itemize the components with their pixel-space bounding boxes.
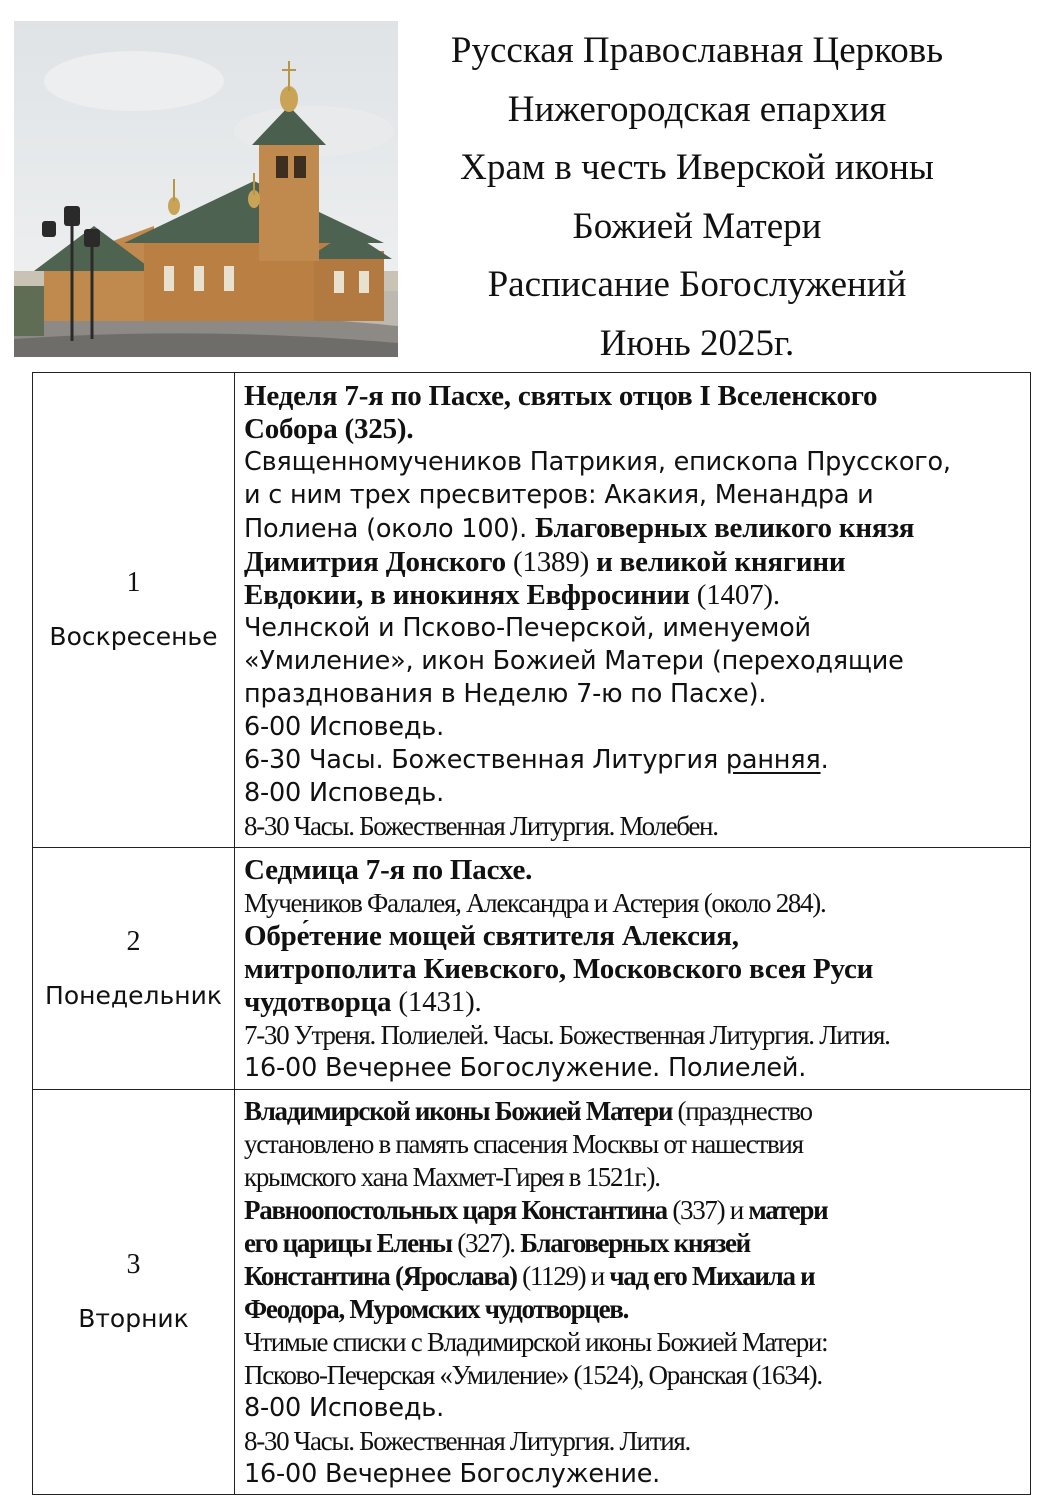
feast-title: Седмица 7-я по Пасхе.	[244, 854, 533, 886]
desc-line	[244, 546, 1024, 579]
desc-line	[244, 986, 1024, 1019]
day-number: 3	[126, 1249, 141, 1280]
text-run: (337) и	[666, 1195, 749, 1225]
desc-line: «Умиление», икон Божией Матери (переходящие	[244, 645, 904, 676]
service-description	[235, 848, 1031, 1090]
underlined-word: ранняя	[725, 744, 821, 775]
desc-line: и с ним трех пресвитеров: Акакия, Менандра и	[244, 479, 874, 510]
day-weekday: Воскресенье	[49, 622, 218, 651]
desc-line	[244, 854, 1024, 887]
desc-line: Чтимые списки с Владимирской иконы Божией Матери:	[244, 1327, 828, 1357]
saint-name: Константина (Ярослава)	[244, 1261, 517, 1291]
page-header	[0, 0, 1061, 370]
desc-line: Мучеников Фалалея, Александра и Астерия (около 284).	[244, 888, 826, 918]
service-time: 16-00 Вечернее Богослужение. Полиелей.	[244, 1053, 807, 1083]
text-run: Полиена (около 100).	[244, 513, 535, 544]
desc-line: Челнской и Псково-Печерской, именуемой	[244, 612, 811, 643]
service-time: 6-00 Исповедь.	[244, 711, 445, 742]
service-time: 8-30 Часы. Божественная Литургия. Лития.	[244, 1426, 690, 1456]
desc-line	[244, 579, 1024, 612]
title-block	[402, 22, 992, 373]
day-weekday: Понедельник	[45, 980, 222, 1010]
text-run: (1431).	[391, 986, 482, 1018]
service-time: 8-30 Часы. Божественная Литургия. Молебен.	[244, 810, 718, 841]
church-photo	[14, 21, 398, 357]
desc-line	[244, 953, 1024, 986]
service-description	[235, 373, 1031, 848]
desc-line	[244, 512, 1024, 546]
feast-title: Неделя 7-я по Пасхе, святых отцов I Вселенского	[244, 379, 878, 412]
desc-line	[244, 1260, 1024, 1293]
day-cell	[33, 848, 235, 1090]
text-run: (327).	[451, 1228, 521, 1258]
saint-name: чудотворца	[244, 986, 392, 1018]
saint-name: и великой княгини	[596, 545, 846, 578]
text-run: (празднество	[672, 1096, 812, 1126]
diocese: Нижегородская епархия	[507, 88, 887, 130]
desc-line: установлено в память спасения Москвы от нашествия	[244, 1129, 803, 1159]
church-image	[14, 21, 398, 357]
saint-name: Обре́тение мощей святителя Алексия,	[244, 920, 739, 952]
schedule-month: Июнь 2025г.	[599, 322, 795, 364]
schedule-title: Расписание Богослужений	[487, 264, 907, 305]
day-cell	[33, 1090, 235, 1495]
service-description	[235, 1090, 1031, 1495]
service-time: 8-00 Исповедь.	[244, 1393, 445, 1423]
day-number: 2	[126, 925, 141, 957]
desc-line	[244, 1293, 1024, 1326]
saint-name: Феодора, Муромских чудотворцев.	[244, 1294, 629, 1324]
day-number: 1	[126, 567, 141, 598]
saint-name: его царицы Елены	[244, 1228, 452, 1258]
service-time: 8-00 Исповедь.	[244, 777, 445, 808]
schedule-row-day-2	[33, 848, 1031, 1090]
saint-name: митрополита Киевского, Московского всея Руси	[244, 953, 874, 985]
desc-line	[244, 1227, 1024, 1260]
temple-name-line-2: Божией Матери	[572, 205, 822, 247]
desc-line	[244, 920, 1024, 953]
saint-name: Димитрия Донского	[244, 545, 506, 578]
saint-name: матери	[748, 1195, 828, 1225]
schedule-table	[32, 372, 1031, 1495]
desc-line	[244, 1194, 1024, 1227]
saint-name: Благоверных князей	[520, 1228, 750, 1258]
service-time	[244, 744, 1024, 777]
temple-name-line-1: Храм в честь Иверской иконы	[460, 147, 934, 188]
desc-line	[244, 413, 1024, 446]
saint-name: чад его Михаила и	[609, 1261, 815, 1291]
day-cell	[33, 373, 235, 848]
saint-name: Благоверных великого князя	[534, 511, 915, 544]
schedule-row-day-1	[33, 373, 1031, 848]
text-run: .	[820, 744, 829, 775]
service-time: 16-00 Вечернее Богослужение.	[244, 1459, 661, 1489]
feast-title: Собора (325).	[244, 412, 414, 445]
feast-title: Владимирской иконы Божией Матери	[244, 1096, 673, 1126]
desc-line: Псково-Печерская «Умиление» (1524), Оранская (1634).	[244, 1360, 822, 1390]
desc-line: Священномучеников Патрикия, епископа Прусского,	[244, 446, 951, 477]
church-name: Русская Православная Церковь	[450, 30, 944, 71]
desc-line	[244, 1095, 1024, 1128]
saint-name: Равноопостольных царя Константина	[244, 1195, 667, 1225]
text-run: (1129) и	[516, 1261, 610, 1291]
text-run: (1389)	[505, 545, 597, 578]
text-run: (1407).	[689, 578, 780, 611]
desc-line: крымского хана Махмет-Гирея в 1521г.).	[244, 1162, 660, 1192]
schedule-row-day-3	[33, 1090, 1031, 1495]
text-run: 6-30 Часы. Божественная Литургия	[244, 744, 726, 775]
service-time: 7-30 Утреня. Полиелей. Часы. Божественная Литургия. Лития.	[244, 1020, 890, 1050]
desc-line: празднования в Неделю 7-ю по Пасхе).	[244, 678, 767, 709]
day-weekday: Вторник	[78, 1304, 189, 1333]
desc-line	[244, 380, 1024, 413]
saint-name: Евдокии, в инокинях Евфросинии	[244, 578, 690, 611]
